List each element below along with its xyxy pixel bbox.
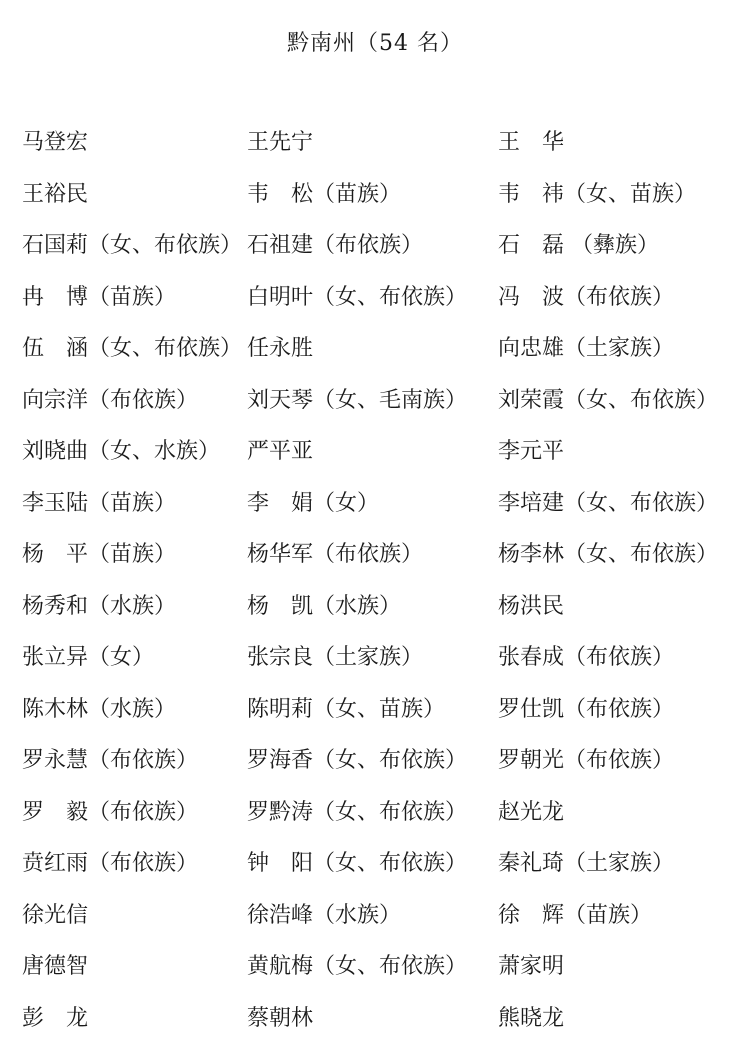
name-entry: 任永胜 bbox=[247, 336, 314, 361]
name-row bbox=[0, 900, 750, 952]
name-row bbox=[0, 848, 750, 900]
name-entry: 陈明莉（女、苗族） bbox=[247, 696, 446, 722]
name-row bbox=[0, 642, 750, 694]
name-entry: 王裕民 bbox=[22, 181, 89, 207]
name-entry: 刘天琴（女、毛南族） bbox=[247, 387, 468, 413]
name-entry: 秦礼琦（土家族） bbox=[498, 851, 675, 876]
name-entry: 彭 龙 bbox=[22, 1005, 89, 1031]
name-row bbox=[0, 127, 750, 179]
name-row bbox=[0, 745, 750, 797]
name-entry: 冯 波（布依族） bbox=[498, 284, 675, 310]
name-entry: 李玉陆（苗族） bbox=[22, 490, 177, 516]
name-entry: 李 娟（女） bbox=[247, 490, 380, 516]
name-row bbox=[0, 179, 750, 231]
name-entry: 陈木林（水族） bbox=[22, 696, 177, 722]
name-entry: 罗海香（女、布依族） bbox=[247, 748, 468, 773]
name-entry: 冉 博（苗族） bbox=[22, 284, 177, 310]
name-entry: 李元平 bbox=[498, 439, 565, 464]
name-entry: 杨李林（女、布依族） bbox=[498, 542, 719, 567]
name-entry: 韦 祎（女、苗族） bbox=[498, 181, 697, 207]
name-entry: 杨 平（苗族） bbox=[22, 542, 177, 567]
name-entry: 李培建（女、布依族） bbox=[498, 490, 719, 516]
name-entry: 刘荣霞（女、布依族） bbox=[498, 387, 719, 413]
name-entry: 罗黔涛（女、布依族） bbox=[247, 799, 468, 825]
name-entry: 萧家明 bbox=[498, 954, 565, 979]
name-row bbox=[0, 333, 750, 385]
page-title: 黔南州（54 名） bbox=[287, 31, 463, 56]
name-entry: 白明叶（女、布依族） bbox=[247, 284, 468, 310]
name-entry: 张宗良（土家族） bbox=[247, 645, 424, 670]
name-row bbox=[0, 951, 750, 1003]
name-entry: 张春成（布依族） bbox=[498, 645, 675, 670]
name-entry: 蔡朝林 bbox=[247, 1005, 314, 1031]
name-entry: 向忠雄（土家族） bbox=[498, 336, 675, 361]
name-entry: 杨洪民 bbox=[498, 593, 565, 619]
name-entry: 石国莉（女、布依族） bbox=[22, 233, 243, 258]
name-entry: 向宗洋（布依族） bbox=[22, 387, 199, 413]
name-entry: 熊晓龙 bbox=[498, 1005, 565, 1031]
name-entry: 贲红雨（布依族） bbox=[22, 851, 199, 876]
name-entry: 杨华军（布依族） bbox=[247, 542, 424, 567]
name-entry: 张立异（女） bbox=[22, 645, 155, 670]
name-entry: 刘晓曲（女、水族） bbox=[22, 439, 221, 464]
name-row bbox=[0, 230, 750, 282]
name-row bbox=[0, 591, 750, 643]
name-entry: 徐光信 bbox=[22, 902, 89, 928]
name-entry: 罗仕凯（布依族） bbox=[498, 696, 675, 722]
name-entry: 王 华 bbox=[498, 130, 565, 155]
name-row bbox=[0, 436, 750, 488]
name-entry: 赵光龙 bbox=[498, 799, 565, 825]
name-entry: 杨秀和（水族） bbox=[22, 593, 177, 619]
name-entry: 石祖建（布依族） bbox=[247, 233, 424, 258]
name-entry: 罗永慧（布依族） bbox=[22, 748, 199, 773]
name-entry: 罗朝光（布依族） bbox=[498, 748, 675, 773]
name-entry: 徐 辉（苗族） bbox=[498, 902, 653, 928]
name-entry: 徐浩峰（水族） bbox=[247, 902, 402, 928]
name-row bbox=[0, 488, 750, 540]
name-row bbox=[0, 539, 750, 591]
name-entry: 王先宁 bbox=[247, 130, 314, 155]
name-row bbox=[0, 1003, 750, 1055]
name-row bbox=[0, 385, 750, 437]
name-entry: 罗 毅（布依族） bbox=[22, 799, 199, 825]
name-row bbox=[0, 694, 750, 746]
name-row bbox=[0, 282, 750, 334]
name-row bbox=[0, 797, 750, 849]
name-entry: 韦 松（苗族） bbox=[247, 181, 402, 207]
name-list bbox=[0, 127, 750, 1054]
name-entry: 伍 涵（女、布依族） bbox=[22, 336, 243, 361]
name-entry: 严平亚 bbox=[247, 439, 314, 464]
name-entry: 杨 凯（水族） bbox=[247, 593, 402, 619]
name-entry: 黄航梅（女、布依族） bbox=[247, 954, 468, 979]
name-entry: 马登宏 bbox=[22, 130, 89, 155]
name-entry: 钟 阳（女、布依族） bbox=[247, 851, 468, 876]
name-entry: 唐德智 bbox=[22, 954, 89, 979]
name-entry: 石 磊 （彝族） bbox=[498, 233, 659, 258]
